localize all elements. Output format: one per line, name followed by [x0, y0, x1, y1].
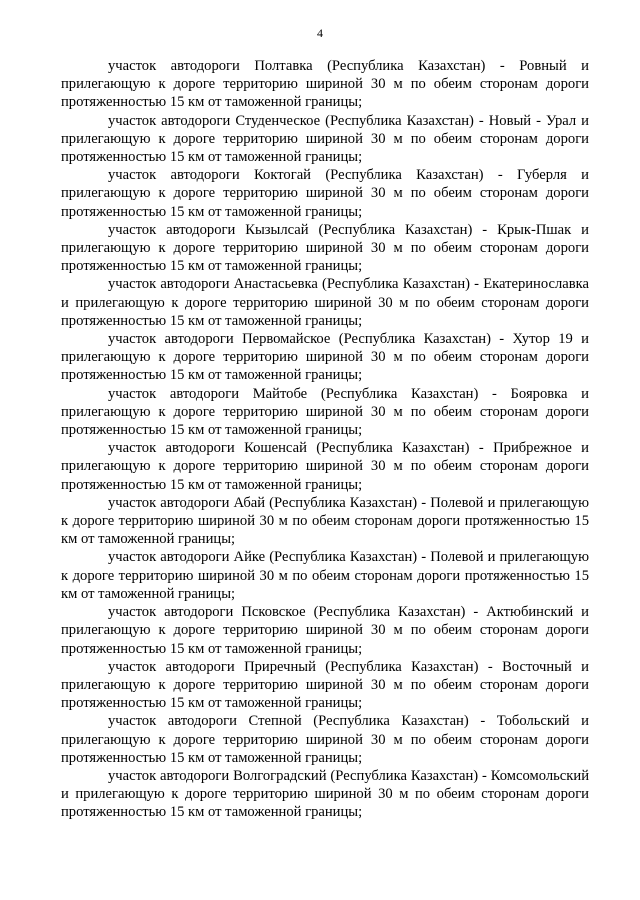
document-body	[61, 57, 589, 822]
page-number: 4	[317, 26, 323, 40]
road-section-paragraph: участок автодороги Анастасьевка (Республика Казахстан) - Екатеринославка и прилегающую к дороге территорию шириной 30 м по обеим сторонам дороги протяженностью 15 км от таможенной границы;	[61, 276, 589, 329]
road-section-paragraph: участок автодороги Коктогай (Республика Казахстан) - Губерля и прилегающую к дороге территорию шириной 30 м по обеим сторонам дороги протяженностью 15 км от таможенной границы;	[61, 167, 589, 220]
road-section-paragraph: участок автодороги Абай (Республика Казахстан) - Полевой и прилегающую к дороге территорию шириной 30 м по обеим сторонам дороги протяженностью 15 км от таможенной границы;	[61, 494, 589, 548]
road-section-paragraph: участок автодороги Майтобе (Республика Казахстан) - Бояровка и прилегающую к дороге территорию шириной 30 м по обеим сторонам дороги протяженностью 15 км от таможенной границы;	[61, 385, 589, 439]
road-section-paragraph: участок автодороги Волгоградский (Республика Казахстан) - Комсомольский и прилегающую к дороге территорию шириной 30 м по обеим сторонам дороги протяженностью 15 км от таможенной границы;	[61, 767, 589, 821]
road-section-paragraph: участок автодороги Айке (Республика Казахстан) - Полевой и прилегающую к дороге территорию шириной 30 м по обеим сторонам дороги протяженностью 15 км от таможенной границы;	[61, 549, 589, 602]
road-section-paragraph: участок автодороги Первомайское (Республика Казахстан) - Хутор 19 и прилегающую к дороге территорию шириной 30 м по обеим сторонам дороги протяженностью 15 км от таможенной границы;	[61, 331, 589, 384]
road-section-paragraph: участок автодороги Полтавка (Республика Казахстан) - Ровный и прилегающую к дороге территорию шириной 30 м по обеим сторонам дороги протяженностью 15 км от таможенной границы;	[61, 58, 589, 111]
road-section-paragraph: участок автодороги Псковское (Республика Казахстан) - Актюбинский и прилегающую к дороге территорию шириной 30 м по обеим сторонам дороги протяженностью 15 км от таможенной границы;	[61, 604, 589, 657]
road-section-paragraph: участок автодороги Приречный (Республика Казахстан) - Восточный и прилегающую к дороге территорию шириной 30 м по обеим сторонам дороги протяженностью 15 км от таможенной границы;	[61, 658, 589, 712]
road-section-paragraph: участок автодороги Кызылсай (Республика Казахстан) - Крык-Пшак и прилегающую к дороге территорию шириной 30 м по обеим сторонам дороги протяженностью 15 км от таможенной границы;	[61, 221, 589, 275]
road-section-paragraph: участок автодороги Студенческое (Республика Казахстан) - Новый - Урал и прилегающую к дороге территорию шириной 30 м по обеим сторонам дороги протяженностью 15 км от таможенной границы;	[61, 112, 589, 166]
road-section-paragraph: участок автодороги Степной (Республика Казахстан) - Тобольский и прилегающую к дороге территорию шириной 30 м по обеим сторонам дороги протяженностью 15 км от таможенной границы;	[61, 713, 589, 766]
road-section-paragraph: участок автодороги Кошенсай (Республика Казахстан) - Прибрежное и прилегающую к дороге территорию шириной 30 м по обеим сторонам дороги протяженностью 15 км от таможенной границы;	[61, 440, 589, 493]
